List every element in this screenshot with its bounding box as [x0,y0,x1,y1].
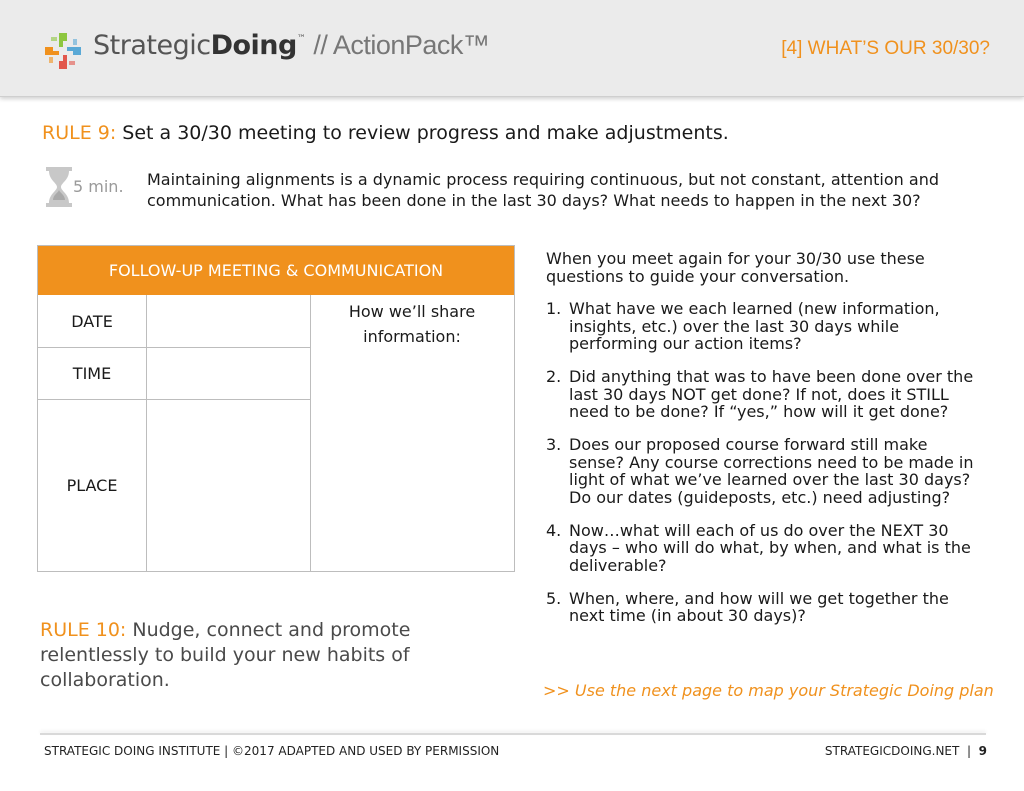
brand-bold: Doing [210,30,297,61]
hourglass-icon [45,166,73,208]
list-item [546,436,986,506]
place-input-cell[interactable] [147,400,311,571]
list-item [546,300,986,353]
rule-10 [40,618,460,693]
page-number: 9 [978,744,987,758]
duration-label: 5 min. [73,177,124,196]
strategic-doing-logo-icon [43,31,83,71]
follow-up-table [37,245,515,572]
date-input-cell[interactable] [147,295,311,348]
footer-credit: STRATEGIC DOING INSTITUTE | ©2017 ADAPTED AND USED BY PERMISSION [44,744,500,758]
row-label-date: DATE [38,295,147,348]
list-number: 2. [546,367,562,386]
list-item [546,368,986,421]
brand-light: Strategic [93,30,211,61]
next-page-link[interactable]: >> Use the next page to map your Strategic Doing plan [543,681,994,700]
time-input-cell[interactable] [147,348,311,400]
list-number: 4. [546,520,562,540]
list-item [546,522,986,575]
footer-site-text: STRATEGICDOING.NET | [824,744,979,758]
rule-10-label: RULE 10: [40,619,127,641]
list-text: What have we each learned (new information, insights, etc.) over the last 30 days while performing our action items? [569,299,940,353]
question-guide [546,250,986,640]
rule-10-text: Nudge, connect and promote relentlessly to build your new habits of collaboration. [40,619,411,691]
list-text: Now…what will each of us do over the NEXT 30 days – who will do what, by when, and what is the deliverable? [569,520,971,575]
brand-trademark: ™ [296,34,306,44]
rule-9-label: RULE 9: [42,122,117,144]
row-label-place: PLACE [38,400,147,571]
footer-site [825,744,987,758]
section-title: [4] WHAT’S OUR 30/30? [781,38,990,59]
list-number: 3. [546,435,562,454]
rule-9-heading [42,122,729,144]
list-number: 1. [546,299,562,318]
list-item [546,590,986,625]
share-info-label: How we’ll share information: [348,302,476,346]
list-text: When, where, and how will we get together the next time (in about 30 days)? [569,588,949,625]
guide-intro: When you meet again for your 30/30 use these questions to guide your conversation. [546,249,925,286]
brand-subtitle: // ActionPack™ [313,30,490,60]
list-text: Did anything that was to have been done over the last 30 days NOT get done? If not, does it STILL need to be done? If “yes,” how will it get done? [569,367,974,421]
footer-divider [40,733,986,735]
list-text: Does our proposed course forward still make sense? Any course corrections need to be made in light of what we’ve learned over the last 30 days? Do our dates (guideposts, etc.) need adjusting? [569,435,974,507]
brand-name [93,30,489,61]
table-header: FOLLOW-UP MEETING & COMMUNICATION [38,246,514,295]
page-header [0,0,1024,97]
row-label-time: TIME [38,348,147,400]
list-number: 5. [546,588,562,608]
rule-9-intro: Maintaining alignments is a dynamic process requiring continuous, but not constant, attention and communication. What has been done in the last 30 days? What needs to happen in the next 30? [147,170,939,210]
rule-9-text: Set a 30/30 meeting to review progress and make adjustments. [116,122,729,144]
